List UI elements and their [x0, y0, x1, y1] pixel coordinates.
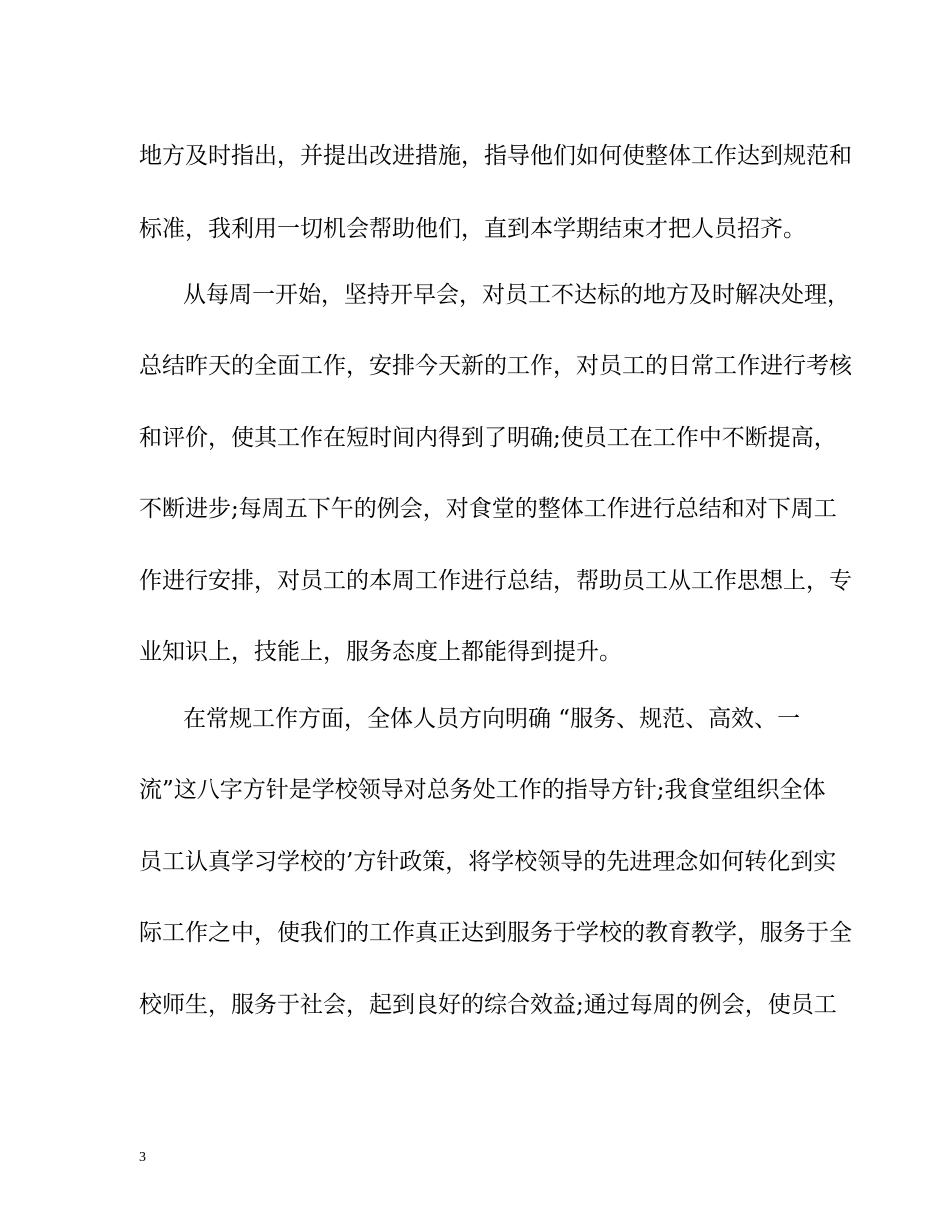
- text-line: 和评价，使其工作在短时间内得到了明确;使员工在工作中不断提高，: [139, 425, 837, 451]
- text-line: 校师生，服务于社会，起到良好的综合效益;通过每周的例会，使员工: [139, 992, 837, 1018]
- text-line: 业知识上，技能上，服务态度上都能得到提升。: [139, 639, 622, 665]
- text-line: 际工作之中，使我们的工作真正达到服务于学校的教育教学，服务于全: [139, 920, 852, 946]
- text-line: 流”这八字方针是学校领导对总务处工作的指导方针;我食堂组织全体: [139, 777, 826, 803]
- text-line: 作进行安排，对员工的本周工作进行总结，帮助员工从工作思想上，专: [139, 568, 852, 594]
- text-line: 总结昨天的全面工作，安排今天新的工作，对员工的日常工作进行考核: [139, 353, 852, 379]
- text-line: 不断进步;每周五下午的例会，对食堂的整体工作进行总结和对下周工: [139, 496, 837, 522]
- text-line: 从每周一开始，坚持开早会，对员工不达标的地方及时解决处理，: [183, 282, 850, 308]
- text-line: 地方及时指出，并提出改进措施，指导他们如何使整体工作达到规范和: [139, 143, 852, 169]
- page-number: 3: [139, 1150, 146, 1165]
- text-line: 在常规工作方面，全体人员方向明确 “服务、规范、高效、一: [183, 706, 801, 732]
- text-line: 员工认真学习学校的’方针政策，将学校领导的先进理念如何转化到实: [139, 849, 837, 875]
- text-line: 标准，我利用一切机会帮助他们，直到本学期结束才把人员招齐。: [139, 216, 806, 242]
